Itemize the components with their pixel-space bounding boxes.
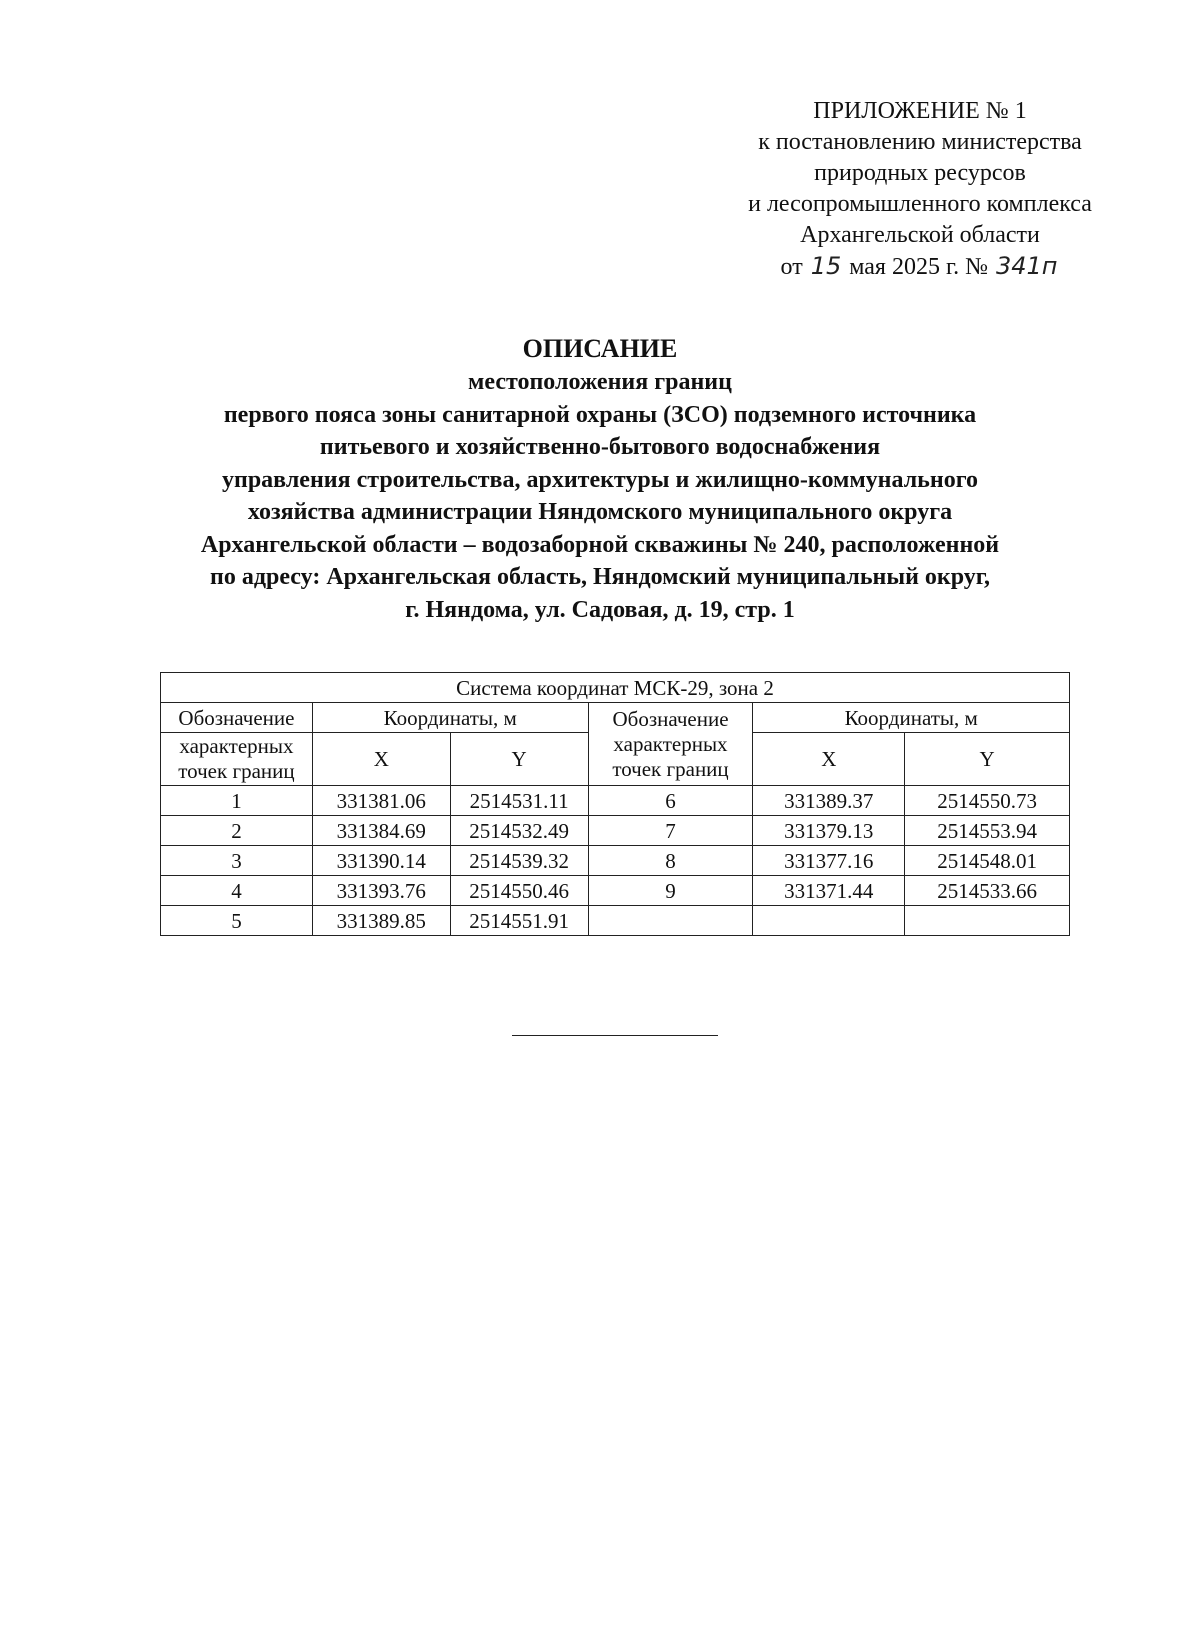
handwritten-document-number: 341п bbox=[995, 252, 1058, 280]
coord-y: 2514532.49 bbox=[450, 816, 588, 846]
coord-y: 2514551.91 bbox=[450, 906, 588, 936]
coord-y: 2514550.73 bbox=[905, 786, 1070, 816]
table-system-row bbox=[161, 673, 1070, 703]
point-number: 6 bbox=[588, 786, 753, 816]
appendix-line: Архангельской области bbox=[800, 222, 1040, 248]
date-prefix: от bbox=[780, 254, 803, 280]
coord-x: 331377.16 bbox=[753, 846, 905, 876]
point-number: 2 bbox=[161, 816, 313, 846]
coordinate-system-caption: Система координат МСК-29, зона 2 bbox=[161, 673, 1070, 703]
date-rest: мая 2025 г. № bbox=[849, 254, 988, 280]
coord-y bbox=[905, 906, 1070, 936]
title-line: питьевого и хозяйственно-бытового водоснабжения bbox=[319, 434, 881, 460]
coordinates-table bbox=[160, 672, 1070, 936]
title-line: хозяйства администрации Няндомского муниципального округа bbox=[247, 499, 953, 525]
closing-divider bbox=[512, 1035, 718, 1036]
coord-x: 331384.69 bbox=[312, 816, 450, 846]
header-y: Y bbox=[905, 733, 1070, 786]
coord-y: 2514531.11 bbox=[450, 786, 588, 816]
coord-x: 331379.13 bbox=[753, 816, 905, 846]
table-row bbox=[161, 786, 1070, 816]
appendix-line: природных ресурсов bbox=[814, 160, 1026, 186]
point-number: 5 bbox=[161, 906, 313, 936]
coord-x: 331371.44 bbox=[753, 876, 905, 906]
title-main: ОПИСАНИЕ bbox=[522, 334, 678, 363]
document-title bbox=[120, 332, 1080, 626]
table-row bbox=[161, 906, 1070, 936]
header-point-label: Обозначение характерных точек границ bbox=[588, 703, 753, 786]
title-line: управления строительства, архитектуры и жилищно-коммунального bbox=[222, 466, 978, 493]
header-coordinates: Координаты, м bbox=[753, 703, 1070, 733]
title-line: г. Няндома, ул. Садовая, д. 19, стр. 1 bbox=[405, 596, 795, 623]
header-point-label: Обозначение bbox=[161, 703, 313, 733]
coord-x: 331393.76 bbox=[312, 876, 450, 906]
coord-y: 2514533.66 bbox=[905, 876, 1070, 906]
title-line: первого пояса зоны санитарной охраны (ЗСО) подземного источника bbox=[223, 401, 977, 428]
coord-x: 331390.14 bbox=[312, 846, 450, 876]
title-line: по адресу: Архангельская область, Няндомский муниципальный округ, bbox=[210, 564, 990, 590]
table-row bbox=[161, 816, 1070, 846]
handwritten-date-day: 15 bbox=[810, 252, 842, 280]
point-number: 9 bbox=[588, 876, 753, 906]
header-point-label-cont: характерных точек границ bbox=[161, 733, 313, 786]
coord-y: 2514550.46 bbox=[450, 876, 588, 906]
appendix-title: ПРИЛОЖЕНИЕ № 1 bbox=[813, 98, 1027, 124]
header-coordinates: Координаты, м bbox=[312, 703, 588, 733]
table-header-row bbox=[161, 703, 1070, 733]
header-x: X bbox=[312, 733, 450, 786]
coord-x bbox=[753, 906, 905, 936]
point-number bbox=[588, 906, 753, 936]
point-number: 4 bbox=[161, 876, 313, 906]
coord-x: 331389.85 bbox=[312, 906, 450, 936]
point-number: 8 bbox=[588, 846, 753, 876]
coord-y: 2514539.32 bbox=[450, 846, 588, 876]
appendix-line: к постановлению министерства bbox=[758, 129, 1082, 155]
title-line: местоположения границ bbox=[468, 369, 732, 395]
coord-y: 2514548.01 bbox=[905, 846, 1070, 876]
appendix-date-line bbox=[700, 251, 1140, 283]
title-line: Архангельской области – водозаборной скважины № 240, расположенной bbox=[200, 531, 1000, 558]
coord-x: 331389.37 bbox=[753, 786, 905, 816]
header-y: Y bbox=[450, 733, 588, 786]
table-row bbox=[161, 876, 1070, 906]
header-x: X bbox=[753, 733, 905, 786]
coord-x: 331381.06 bbox=[312, 786, 450, 816]
appendix-header bbox=[700, 96, 1140, 283]
point-number: 1 bbox=[161, 786, 313, 816]
point-number: 7 bbox=[588, 816, 753, 846]
appendix-line: и лесопромышленного комплекса bbox=[748, 191, 1092, 217]
table-row bbox=[161, 846, 1070, 876]
coord-y: 2514553.94 bbox=[905, 816, 1070, 846]
point-number: 3 bbox=[161, 846, 313, 876]
